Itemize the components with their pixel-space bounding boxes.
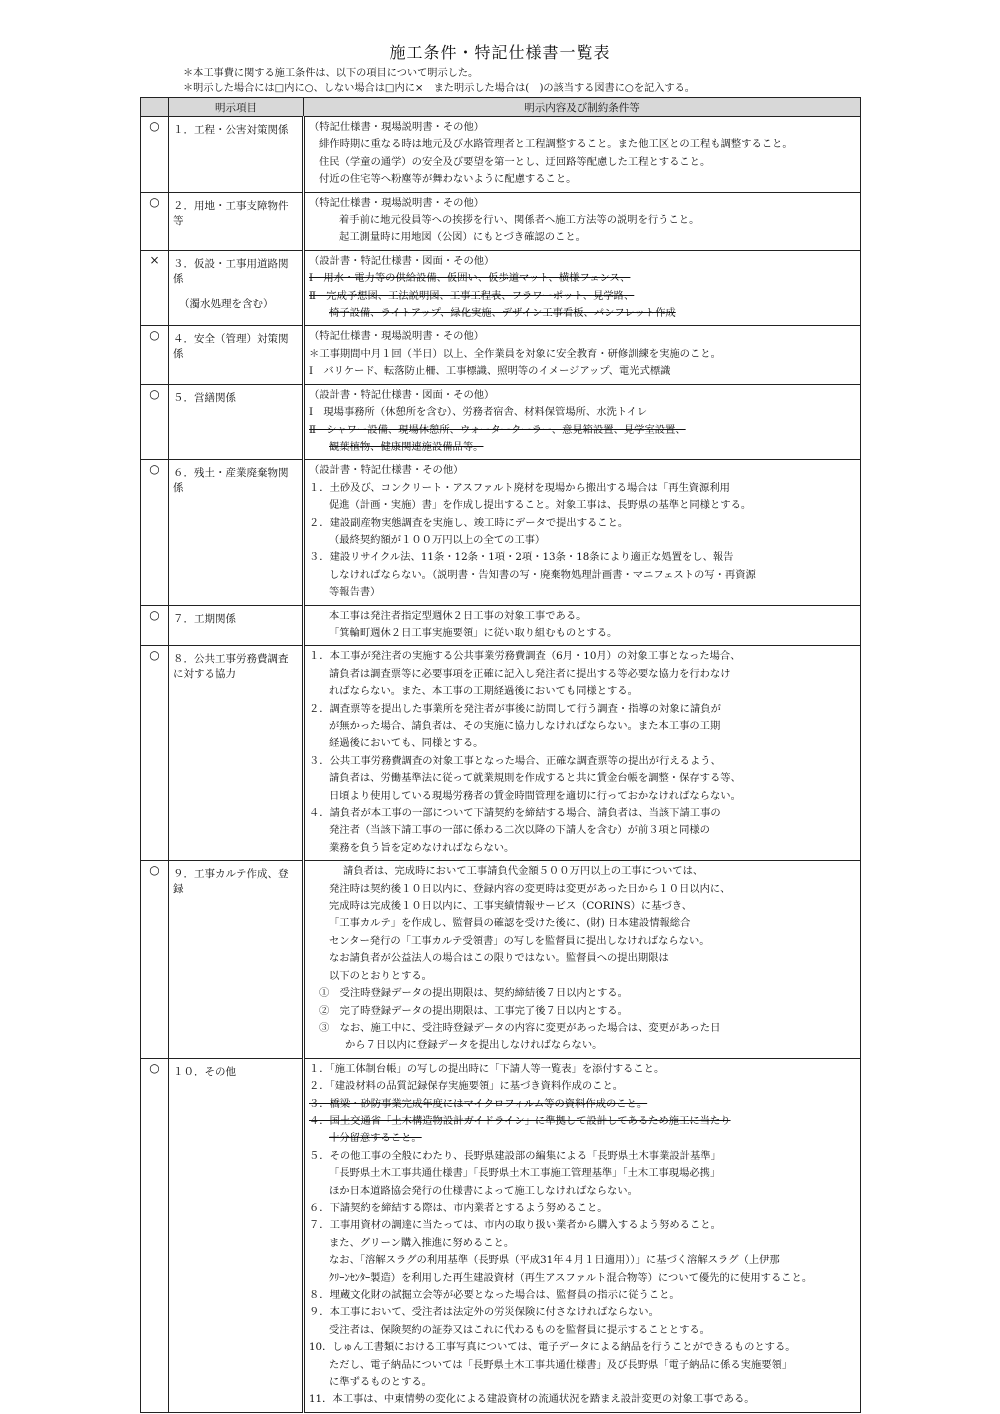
content-line: Ⅰ 現場事務所（休憩所を含む）、労務者宿舎、材料保管場所、水洗トイレ xyxy=(309,406,648,419)
content-line: 「長野県土木工事共通仕様書」「長野県土木工事施工管理基準」「土木工事現場必携」 xyxy=(329,1167,721,1180)
content-line: 観葉植物、健康関連施設備品等。 xyxy=(329,440,484,453)
content-line: Ⅰ バリケード、転落防止柵、工事標識、照明等のイメージアップ、電光式標識 xyxy=(309,365,671,378)
note-line: ＊明示した場合には□内に○、しない場合は□内に× また明示した場合は( )の該当する図書に○を記入する。 xyxy=(183,83,695,94)
content-line: ８．埋蔵文化財の試掘立会等が必要となった場合は、監督員の指示に従うこと。 xyxy=(309,1289,680,1301)
content-line: ４．請負者が本工事の一部について下請契約を締結する場合、請負者は、当該下請工事の xyxy=(309,807,721,820)
row-content xyxy=(304,861,861,1058)
content-line: ３．公共工事労務費調査の対象工事となった場合、正確な調査票等の提出が行えるよう、 xyxy=(309,754,721,767)
content-line: ７．工事用資材の調達に当たっては、市内の取り扱い業者から購入するよう努めること。 xyxy=(309,1219,721,1232)
row-item-label: １．工程・公害対策関係 xyxy=(173,124,289,136)
row-item-label: ３．仮設・工事用道路関係 xyxy=(173,257,289,285)
row-item xyxy=(169,384,304,460)
content-line: 発注時は契約後１０日以内に、登録内容の変更時は変更があった日から１０日以内に、 xyxy=(329,882,731,895)
content-line: ２．「建設材料の品質記録保存実施要領」に基づき資料作成のこと。 xyxy=(309,1080,624,1093)
content-line: ① 受注時登録データの提出期限は、契約締結後７日以内とする。 xyxy=(319,987,628,1000)
content-line: 請負者は、完成時において工事請負代金額５００万円以上の工事については、 xyxy=(343,865,704,878)
table-header-row xyxy=(141,98,861,117)
content-line: 起工測量時に用地図（公図）にもとづき確認のこと。 xyxy=(339,231,586,244)
row-content xyxy=(304,384,861,460)
row-item xyxy=(169,605,304,646)
row-content xyxy=(304,460,861,605)
row-item xyxy=(169,460,304,605)
row-mark: ○ xyxy=(141,384,169,460)
content-line: ２．調査票等を提出した事業所を発注者が事後に訪問して行う調査・指導の対象に請負が xyxy=(309,702,721,715)
content-line: ② 完了時登録データの提出期限は、工事完了後７日以内とする。 xyxy=(319,1004,628,1017)
content-line: 緋作時期に重なる時は地元及び水路管理者と工程調整すること。また他工区との工程も調整すること。 xyxy=(319,138,793,151)
row-item-label: ４．安全（管理）対策関係 xyxy=(173,333,289,361)
row-content xyxy=(304,117,861,193)
table-row xyxy=(141,192,861,250)
content-line: 住民（学童の通学）の安全及び要望を第一とし、迂回路等配慮した工程とすること。 xyxy=(319,155,711,168)
content-line: 以下のとおりとする。 xyxy=(329,969,432,982)
row-mark: ○ xyxy=(141,1058,169,1412)
content-line: （最終契約額が１００万円以上の全ての工事） xyxy=(329,533,546,546)
content-line: ４．国土交通省「土木構造物設計ガイドライン」に準拠して設計してあるため施工に当たり xyxy=(309,1114,731,1127)
row-content xyxy=(304,1058,861,1412)
content-line: （設計書・特記仕様書・図面・その他） xyxy=(309,254,495,267)
content-line: １．土砂及び、コンクリート・アスファルト廃材を現場から搬出する場合は「再生資源利用 xyxy=(309,481,730,494)
content-line: Ⅱ シャワー設備、現場休憩所、ウォータークーラー、意見箱設置、見学室設置、 xyxy=(309,423,686,436)
content-line: ればならない。また、本工事の工期経過後においても同様とする。 xyxy=(329,685,638,698)
header-content: 明示内容及び制約条件等 xyxy=(304,98,861,117)
content-line: （特記仕様書・現場説明書・その他） xyxy=(309,121,485,133)
row-content xyxy=(304,192,861,250)
content-line: 等報告書） xyxy=(329,586,381,599)
header-mark xyxy=(141,98,169,117)
content-line: なお請負者が公益法人の場合はこの限りではない。監督員への提出期限は xyxy=(329,952,669,965)
content-line: に準ずるものとする。 xyxy=(329,1376,432,1389)
content-line: ３．橋梁・砂防事業完成年度にはマイクロフィルム等の資料作成のこと。 xyxy=(309,1097,648,1110)
table-row xyxy=(141,250,861,326)
row-mark: ○ xyxy=(141,117,169,193)
content-line: ６．下請契約を締結する際は、市内業者とするよう努めること。 xyxy=(309,1201,608,1214)
row-item-label: ８．公共工事労務費調査に対する協力 xyxy=(173,653,289,681)
content-line: から７日以内に登録データを提出しなければならない。 xyxy=(345,1039,603,1052)
content-line: 発注者（当該下請工事の一部に係わる二次以降の下請人を含む）が前３項と同様の xyxy=(329,824,710,837)
content-line: ５．その他工事の全般にわたり、長野県建設部の編集による「長野県土木事業設計基準」 xyxy=(309,1149,721,1162)
content-line: 十分留意すること。 xyxy=(329,1132,422,1145)
content-line: 付近の住宅等へ粉塵等が舞わないように配慮すること。 xyxy=(319,173,577,186)
content-line: 「工事カルテ」を作成し、監督員の確認を受けた後に、(財) 日本建設情報総合 xyxy=(329,917,691,930)
table-row xyxy=(141,646,861,861)
row-item-label: ７．工期関係 xyxy=(173,612,236,625)
content-line: 請負者は調査票等に必要事項を正確に記入し発注者に提出する等必要な協力を行わなけ xyxy=(329,667,731,680)
content-line: １．「施工体制台帳」の写しの提出時に「下請人等一覧表」を添付すること。 xyxy=(309,1062,665,1075)
content-line: 業務を負う旨を定めなければならない。 xyxy=(329,841,515,854)
content-line: 本工事は発注者指定型週休２日工事の対象工事である。 xyxy=(329,609,587,622)
content-line: 11．本工事は、中東情勢の変化による建設資材の流通状況を踏まえ設計変更の対象工事である。 xyxy=(309,1393,755,1406)
row-item-label: ６．残土・産業廃棄物関係 xyxy=(173,467,289,495)
table-body xyxy=(141,117,861,1413)
content-line: ９．本工事において、受注者は法定外の労災保険に付さなければならない。 xyxy=(309,1306,659,1319)
content-line: 椅子設備、ライトアップ、緑化実施、デザイン工事看板、パンフレット作成 xyxy=(329,307,676,320)
row-item xyxy=(169,1058,304,1412)
row-item xyxy=(169,192,304,250)
row-item-label: ５．営繕関係 xyxy=(173,391,236,404)
row-item-label: ９．工事カルテ作成、登録 xyxy=(173,868,289,896)
content-line: ほか日本道路協会発行の仕様書によって施工しなければならない。 xyxy=(329,1184,638,1197)
content-line: Ⅰ 用水・電力等の供給設備、仮囲い、仮歩道マット、横様フェンス、 xyxy=(309,272,631,285)
content-line: 経過後においても、同様とする。 xyxy=(329,737,484,750)
row-item xyxy=(169,646,304,861)
content-line: 「箕輪町週休２日工事実施要領」に従い取り組むものとする。 xyxy=(329,626,618,639)
row-item xyxy=(169,326,304,384)
row-content xyxy=(304,250,861,326)
content-line: １．本工事が発注者の実施する公共事業労務費調査（6月・10月）の対象工事となった場合、 xyxy=(309,650,741,663)
row-content xyxy=(304,646,861,861)
content-line: （設計書・特記仕様書・図面・その他） xyxy=(309,388,495,401)
row-mark: × xyxy=(141,250,169,326)
content-line: なお、「溶解スラグの利用基準（長野県（平成31年４月１日適用））」に基づく溶解スラグ（上伊那 xyxy=(329,1254,780,1267)
row-item-sublabel: （濁水処理を含む） xyxy=(179,297,274,310)
content-line: ＊工事期間中月１回（半日）以上、全作業員を対象に安全教育・研修訓練を実施のこと。 xyxy=(309,347,721,360)
content-line: が無かった場合、請負者は、その実施に協力しなければならない。また本工事の工期 xyxy=(329,720,721,732)
content-line: センター発行の「工事カルテ受領書」の写しを監督員に提出しなければならない。 xyxy=(329,934,710,947)
header-item: 明示項目 xyxy=(169,98,304,117)
table-row xyxy=(141,1058,861,1412)
content-line: ３．建設リサイクル法、11条・12条・1項・2項・13条・18条により適正な処置をし、報告 xyxy=(309,551,734,564)
content-line: ２．建設副産物実態調査を実施し、竣工時にデータで提出すること。 xyxy=(309,516,629,529)
content-line: Ⅱ 完成予想図、工法説明図、工事工程表、フラワーポット、見学路、 xyxy=(309,289,635,302)
row-item-label: ２．用地・工事支障物件等 xyxy=(173,199,289,227)
content-line: ただし、電子納品については「長野県土木工事共通仕様書」及び長野県「電子納品に係る実施要領」 xyxy=(329,1358,793,1371)
row-item xyxy=(169,117,304,193)
conditions-table xyxy=(140,97,861,1413)
row-mark: ○ xyxy=(141,861,169,1058)
row-item xyxy=(169,861,304,1058)
row-mark: ○ xyxy=(141,605,169,646)
page-title: 施工条件・特記仕様書一覧表 xyxy=(389,43,611,62)
table-row xyxy=(141,460,861,605)
table-row xyxy=(141,326,861,384)
row-content xyxy=(304,605,861,646)
content-line: また、グリーン購入推進に努めること。 xyxy=(329,1236,515,1249)
row-mark: ○ xyxy=(141,646,169,861)
content-line: （特記仕様書・現場説明書・その他） xyxy=(309,196,485,209)
content-line: ③ なお、施工中に、受注時登録データの内容に変更があった場合は、変更があった日 xyxy=(319,1021,721,1034)
table-row xyxy=(141,384,861,460)
row-mark: ○ xyxy=(141,192,169,250)
content-line: 着手前に地元役員等への挨拶を行い、関係者へ施工方法等の説明を行うこと。 xyxy=(339,214,700,227)
content-line: 日頃より使用している現場労務者の賃金時間管理を適切に行っておかなければならない。 xyxy=(329,789,741,802)
row-item-label: １０．その他 xyxy=(173,1065,236,1078)
content-line: （設計書・特記仕様書・その他） xyxy=(309,464,464,477)
content-line: 10．しゅん工書類における工事写真については、電子データによる納品を行うことができるものとする。 xyxy=(309,1341,796,1354)
content-line: 促進（計画・実施）書」を作成し提出すること。対象工事は、長野県の基準と同様とする。 xyxy=(329,499,752,512)
note-line: ＊本工事費に関する施工条件は、以下の項目について明示した。 xyxy=(183,68,479,79)
row-mark: ○ xyxy=(141,460,169,605)
content-line: 請負者は、労働基準法に従って就業規則を作成すると共に賃金台帳を調整・保存する等、 xyxy=(329,772,741,785)
table-row xyxy=(141,117,861,193)
row-content xyxy=(304,326,861,384)
table-row xyxy=(141,605,861,646)
content-line: （特記仕様書・現場説明書・その他） xyxy=(309,330,485,343)
row-mark: ○ xyxy=(141,326,169,384)
row-item xyxy=(169,250,304,326)
content-line: しなければならない。（説明書・告知書の写・廃棄物処理計画書・マニフェストの写・再資源 xyxy=(329,568,756,581)
content-line: 完成時は完成後１０日以内に、工事実績情報サービス（CORINS）に基づき、 xyxy=(329,900,692,913)
table-row xyxy=(141,861,861,1058)
content-line: ｸﾘｰﾝｾﾝﾀｰ製造）を利用した再生建設資材（再生アスファルト混合物等）について優先的に使用すること。 xyxy=(329,1271,813,1284)
content-line: 受注者は、保険契約の証券又はこれに代わるものを監督員に提示することとする。 xyxy=(329,1323,710,1336)
